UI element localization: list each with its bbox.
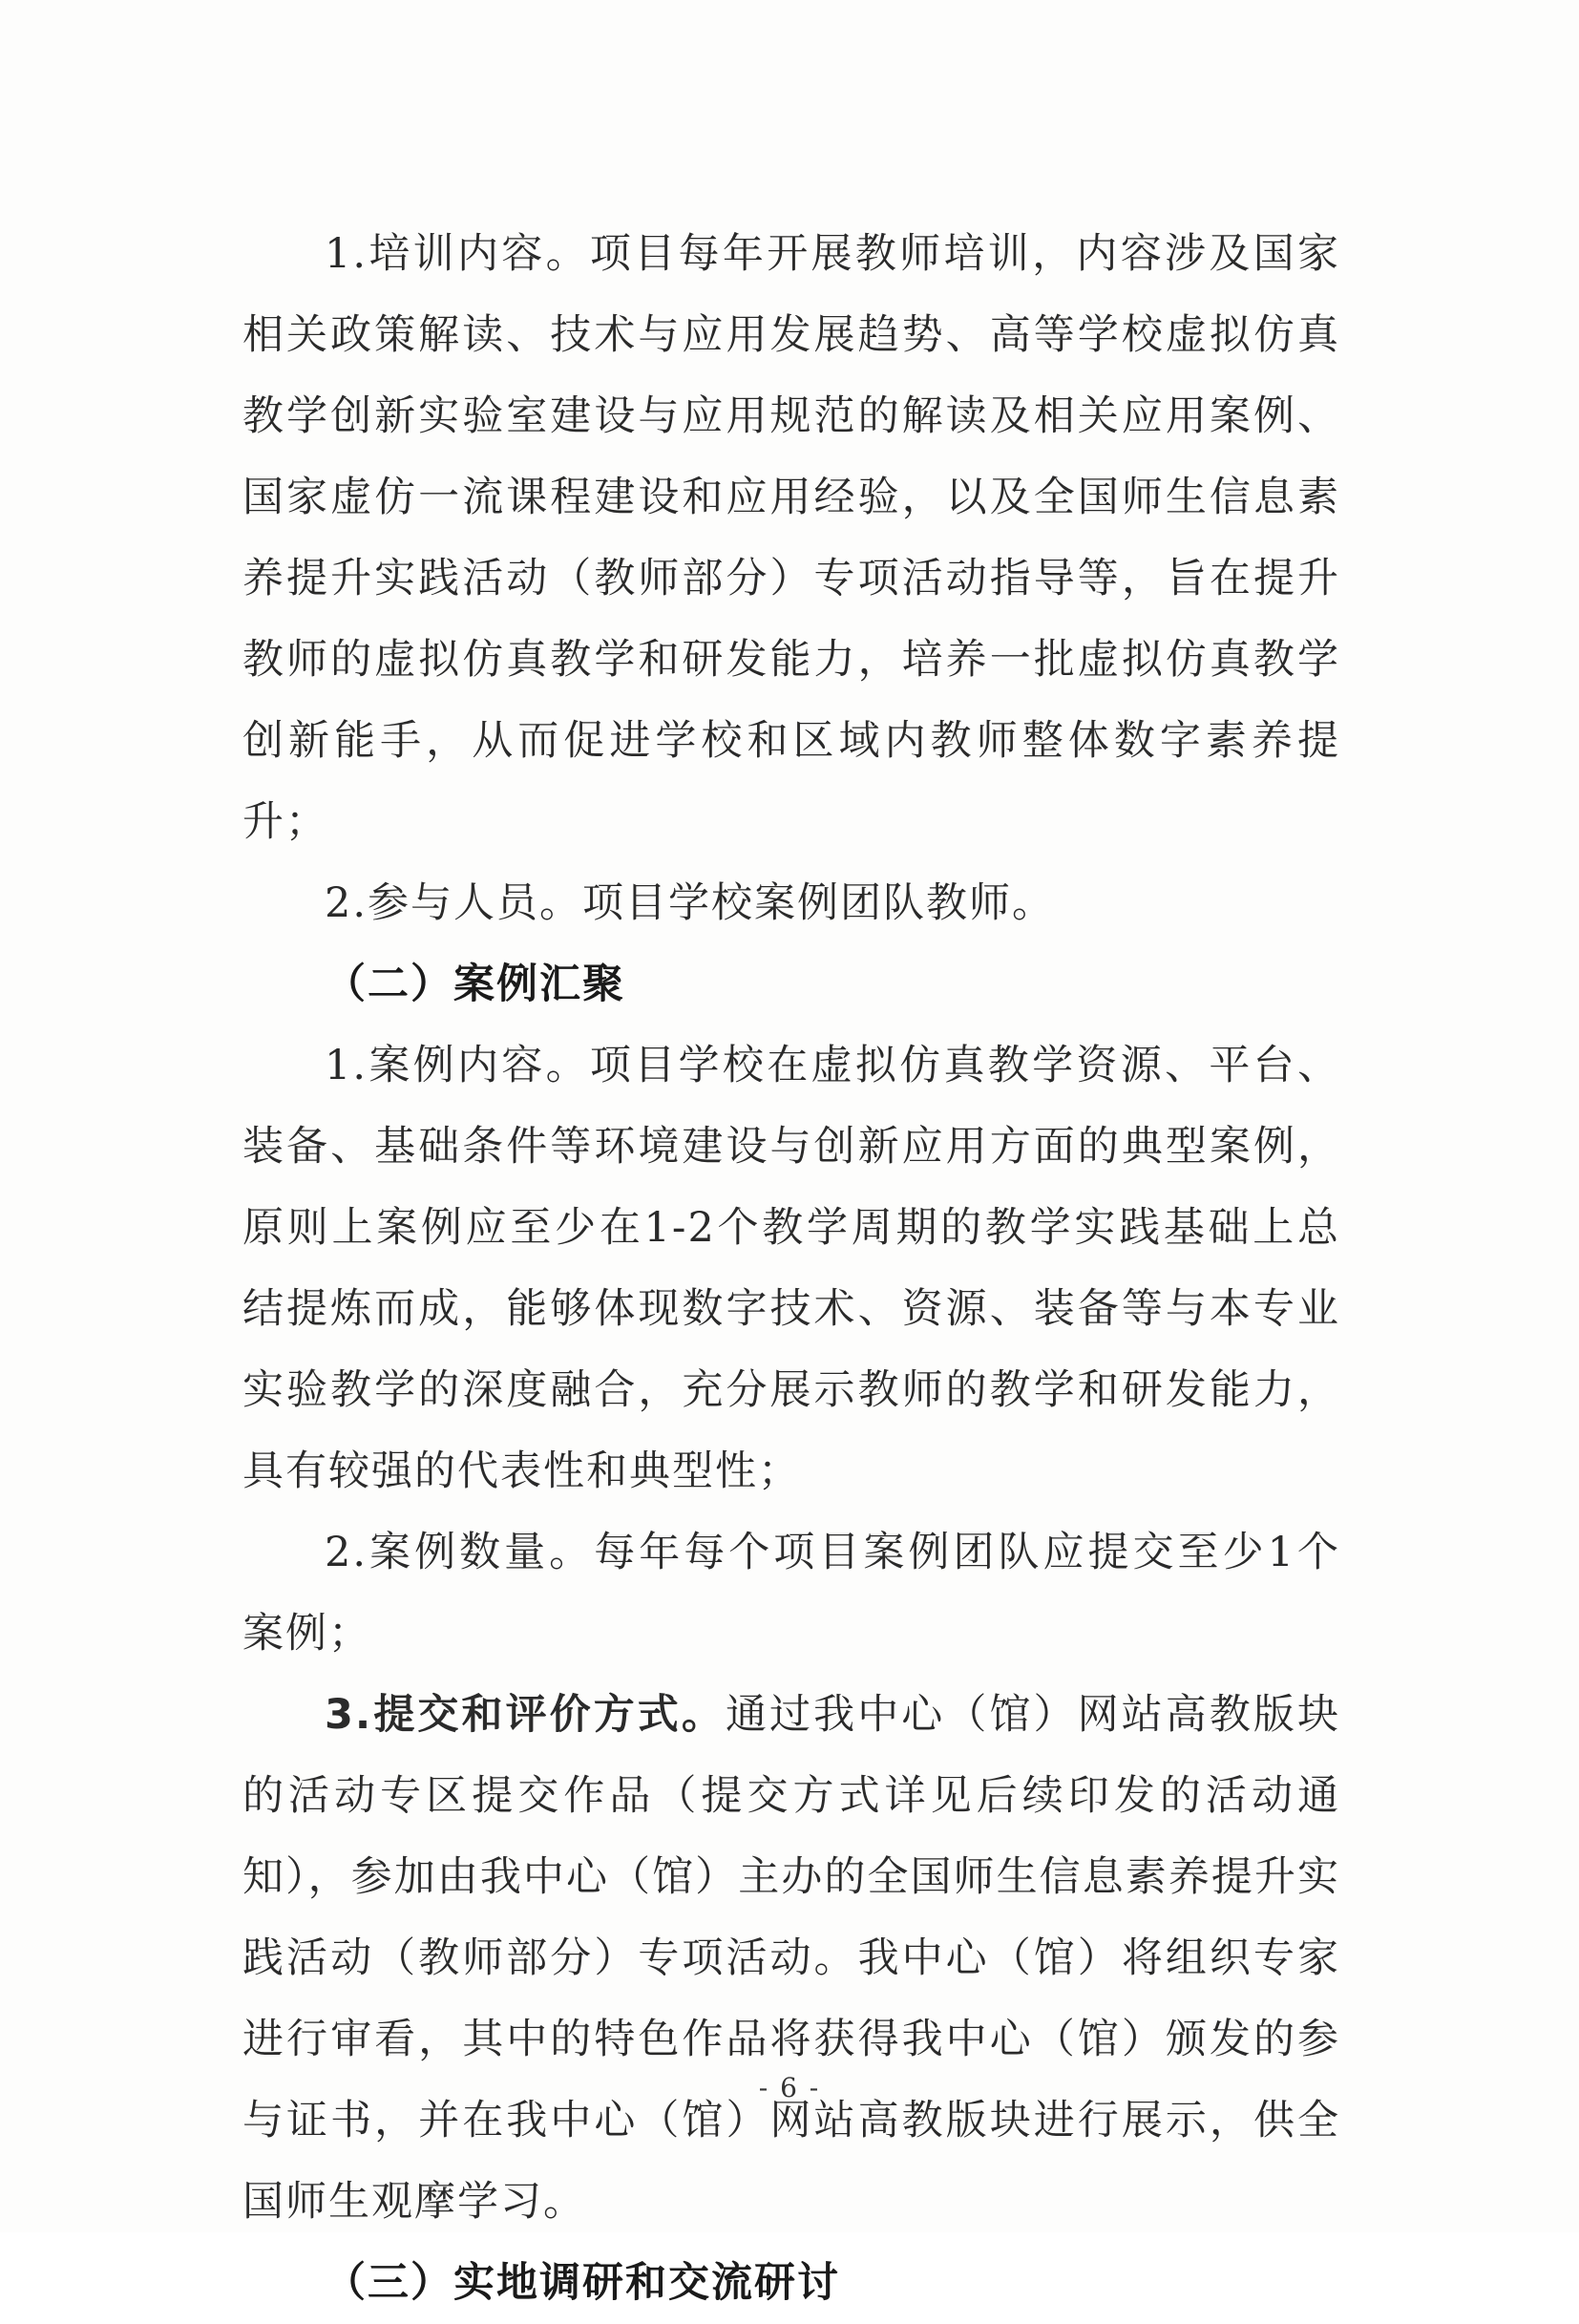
paragraph-training-content: 1.培训内容。项目每年开展教师培训，内容涉及国家相关政策解读、技术与应用发展趋势、高等学校虚拟仿真教学创新实验室建设与应用规范的解读及相关应用案例、国家虚仿一流课程建设和应用经验，以及全国师生信息素养提升实践活动（教师部分）专项活动指导等，旨在提升教师的虚拟仿真教学和研发能力，培养一批虚拟仿真教学创新能手，从而促进学校和区域内教师整体数字素养提升；: [242, 230, 1340, 846]
document-body: [242, 214, 1340, 2324]
paragraph-participants: 2.参与人员。项目学校案例团队教师。: [325, 879, 1056, 927]
paragraph-case-content: 1.案例内容。项目学校在虚拟仿真教学资源、平台、装备、基础条件等环境建设与创新应用方面的典型案例，原则上案例应至少在1-2个教学周期的教学实践基础上总结提炼而成，能够体现数字技术、资源、装备等与本专业实验教学的深度融合，充分展示教师的教学和研发能力，具有较强的代表性和典型性；: [242, 1042, 1340, 1495]
page-number: - 6 -: [758, 2072, 821, 2103]
paragraph-submission-method: 3.提交和评价方式。通过我中心（馆）网站高教版块的活动专区提交作品（提交方式详见后续印发的活动通知），参加由我中心（馆）主办的全国师生信息素养提升实践活动（教师部分）专项活动。我中心（馆）将组织专家进行审看，其中的特色作品将获得我中心（馆）颁发的参与证书，并在我中心（馆）网站高教版块进行展示，供全国师生观摩学习。: [242, 1691, 1340, 2226]
paragraph-case-quantity: 2.案例数量。每年每个项目案例团队应提交至少1个案例；: [242, 1529, 1340, 1658]
section-heading-case-collection: （二）案例汇聚: [325, 961, 625, 1008]
paragraph-lead: 3.提交和评价方式。: [325, 1691, 726, 1739]
section-heading-field-research: （三）实地调研和交流研讨: [325, 2259, 840, 2307]
